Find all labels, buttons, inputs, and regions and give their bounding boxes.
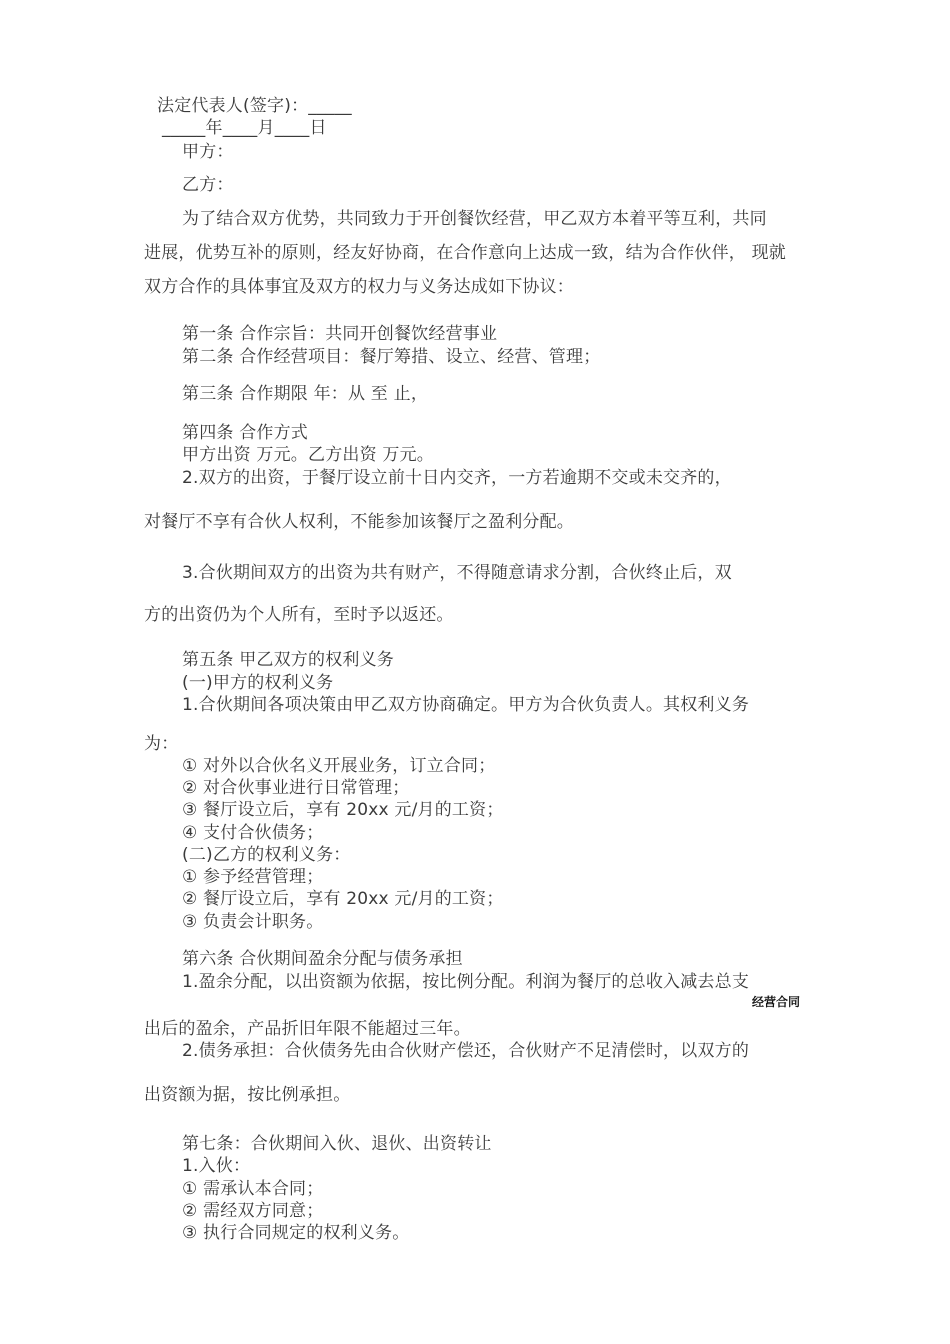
article-3: 第三条 合作期限 年：从 至 止， bbox=[182, 384, 429, 404]
article-4-line-1: 甲方出资 万元。乙方出资 万元。 bbox=[182, 445, 435, 465]
article-5-b-item-1: ① 参予经营管理； bbox=[182, 867, 324, 887]
article-7-para-1: 1.入伙： bbox=[182, 1156, 251, 1176]
article-5-sub-b: (二)乙方的权利义务： bbox=[182, 845, 351, 865]
article-4-line-3-cont: 方的出资仍为个人所有，至时予以返还。 bbox=[144, 605, 454, 625]
article-4-line-3: 3.合伙期间双方的出资为共有财产，不得随意请求分割，合伙终止后，双 bbox=[182, 563, 732, 583]
article-4-title: 第四条 合作方式 bbox=[182, 423, 309, 443]
date-line: _____年____月____日 bbox=[162, 118, 327, 138]
article-4-line-2: 2.双方的出资，于餐厅设立前十日内交齐，一方若逾期不交或未交齐的， bbox=[182, 468, 732, 488]
article-5-item-3: ③ 餐厅设立后，享有 20xx 元/月的工资； bbox=[182, 800, 504, 820]
article-5-para-1-cont: 为： bbox=[144, 734, 179, 754]
article-5-item-1: ① 对外以合伙名义开展业务，订立合同； bbox=[182, 756, 496, 776]
article-7-title: 第七条：合伙期间入伙、退伙、出资转让 bbox=[182, 1134, 492, 1154]
article-2: 第二条 合作经营项目：餐厅筹措、设立、经营、管理； bbox=[182, 347, 601, 367]
article-7-item-3: ③ 执行合同规定的权利义务。 bbox=[182, 1223, 410, 1243]
article-6-para-1: 1.盈余分配，以出资额为依据，按比例分配。利润为餐厅的总收入减去总支 bbox=[182, 972, 750, 992]
article-5-title: 第五条 甲乙双方的权利义务 bbox=[182, 650, 395, 670]
party-a-label: 甲方： bbox=[182, 142, 234, 162]
article-7-item-2: ② 需经双方同意； bbox=[182, 1201, 324, 1221]
signature-line: 法定代表人(签字)：_____ bbox=[157, 96, 352, 116]
article-5-sub-a: (一)甲方的权利义务 bbox=[182, 673, 334, 693]
article-1: 第一条 合作宗旨：共同开创餐饮经营事业 bbox=[182, 324, 498, 344]
party-b-label: 乙方： bbox=[182, 175, 234, 195]
intro-line-3: 双方合作的具体事宜及双方的权力与义务达成如下协议： bbox=[144, 277, 574, 297]
article-6-para-1-cont: 出后的盈余，产品折旧年限不能超过三年。 bbox=[144, 1019, 471, 1039]
article-5-para-1: 1.合伙期间各项决策由甲乙双方协商确定。甲方为合伙负责人。其权利义务 bbox=[182, 695, 750, 715]
article-6-para-2-cont: 出资额为据，按比例承担。 bbox=[144, 1085, 351, 1105]
article-5-item-4: ④ 支付合伙债务； bbox=[182, 823, 324, 843]
intro-line-2: 进展，优势互补的原则，经友好协商，在合作意向上达成一致，结为合作伙伴， 现就 bbox=[144, 243, 787, 263]
article-5-b-item-2: ② 餐厅设立后，享有 20xx 元/月的工资； bbox=[182, 889, 504, 909]
article-4-line-2-cont: 对餐厅不享有合伙人权利，不能参加该餐厅之盈利分配。 bbox=[144, 512, 574, 532]
article-6-para-2: 2.债务承担：合伙债务先由合伙财产偿还，合伙财产不足清偿时，以双方的 bbox=[182, 1041, 750, 1061]
footer-label: 经营合同 bbox=[752, 995, 801, 1009]
intro-line-1: 为了结合双方优势，共同致力于开创餐饮经营，甲乙双方本着平等互利，共同 bbox=[182, 209, 767, 229]
article-5-b-item-3: ③ 负责会计职务。 bbox=[182, 912, 324, 932]
article-7-item-1: ① 需承认本合同； bbox=[182, 1179, 324, 1199]
article-5-item-2: ② 对合伙事业进行日常管理； bbox=[182, 778, 410, 798]
article-6-title: 第六条 合伙期间盈余分配与债务承担 bbox=[182, 949, 463, 969]
